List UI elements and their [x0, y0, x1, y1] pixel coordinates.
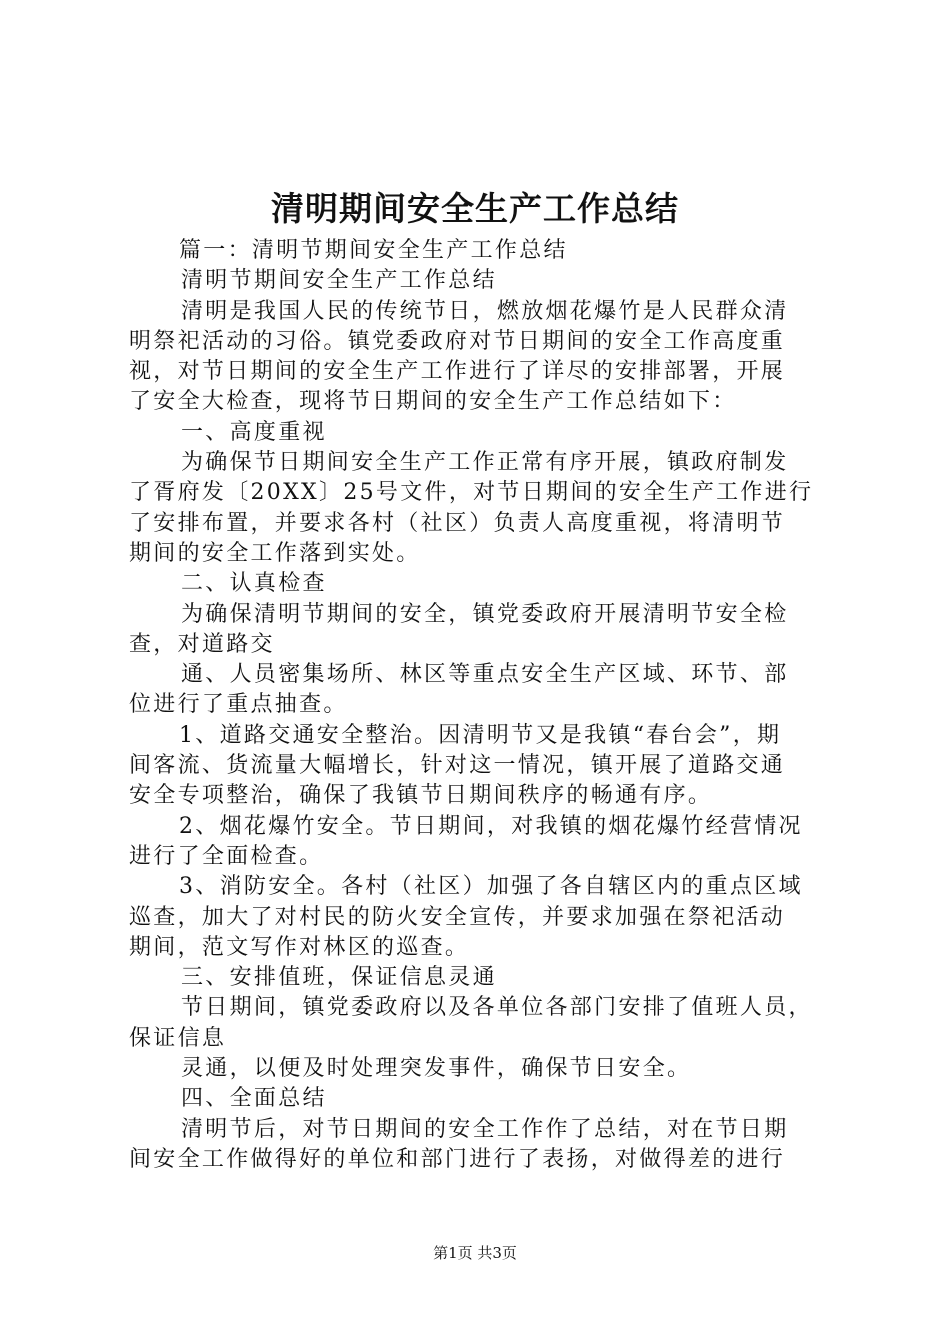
body-line: 了安全大检查，现将节日期间的安全生产工作总结如下： — [129, 389, 737, 415]
document-body — [129, 236, 834, 1175]
body-line: 间客流、货流量大幅增长，针对这一情况，镇开展了道路交通 — [129, 753, 786, 779]
body-line: 安全专项整治，确保了我镇节日期间秩序的畅通有序。 — [129, 783, 713, 809]
body-line: 为确保节日期间安全生产工作正常有序开展，镇政府制发 — [181, 450, 789, 476]
body-line: 保证信息 — [129, 1025, 227, 1051]
body-line: 灵通，以便及时处理突发事件，确保节日安全。 — [181, 1056, 692, 1082]
body-line: 查，对道路交 — [129, 631, 275, 657]
body-line: 清明节期间安全生产工作总结 — [181, 268, 497, 294]
section-heading: 三、安排值班，保证信息灵通 — [181, 965, 497, 991]
body-line: 了胥府发〔20XX〕25号文件，对节日期间的安全生产工作进行 — [129, 480, 814, 506]
page-footer: 第1页 共3页 — [433, 1244, 517, 1262]
body-line: 了安排布置，并要求各村（社区）负责人高度重视，将清明节 — [129, 510, 786, 536]
body-line: 期间的安全工作落到实处。 — [129, 540, 421, 566]
body-line: 为确保清明节期间的安全，镇党委政府开展清明节安全检 — [181, 601, 789, 627]
body-line: 明祭祀活动的习俗。镇党委政府对节日期间的安全工作高度重 — [129, 328, 786, 354]
document-title: 清明期间安全生产工作总结 — [271, 189, 679, 228]
body-line: 2、烟花爆竹安全。节日期间，对我镇的烟花爆竹经营情况 — [179, 813, 803, 839]
body-line: 位进行了重点抽查。 — [129, 692, 348, 718]
body-line: 间安全工作做得好的单位和部门进行了表扬，对做得差的进行 — [129, 1146, 786, 1172]
body-line: 清明是我国人民的传统节日，燃放烟花爆竹是人民群众清 — [181, 298, 789, 324]
body-line: 期间，范文写作对林区的巡查。 — [129, 934, 470, 960]
body-line: 1、道路交通安全整治。因清明节又是我镇“春台会”，期 — [179, 722, 782, 748]
body-line: 节日期间，镇党委政府以及各单位各部门安排了值班人员， — [181, 995, 813, 1021]
body-line: 巡查，加大了对村民的防火安全宣传，并要求加强在祭祀活动 — [129, 904, 786, 930]
body-line: 3、消防安全。各村（社区）加强了各自辖区内的重点区域 — [179, 874, 803, 900]
section-heading: 一、高度重视 — [181, 419, 327, 445]
body-line: 篇一：清明节期间安全生产工作总结 — [179, 238, 568, 263]
section-heading: 二、认真检查 — [181, 571, 327, 597]
body-line: 清明节后，对节日期间的安全工作作了总结，对在节日期 — [181, 1116, 789, 1142]
body-line: 视，对节日期间的安全生产工作进行了详尽的安排部署，开展 — [129, 359, 786, 385]
body-line: 进行了全面检查。 — [129, 843, 324, 869]
body-line: 通、人员密集场所、林区等重点安全生产区域、环节、部 — [181, 662, 789, 688]
section-heading: 四、全面总结 — [181, 1086, 327, 1112]
